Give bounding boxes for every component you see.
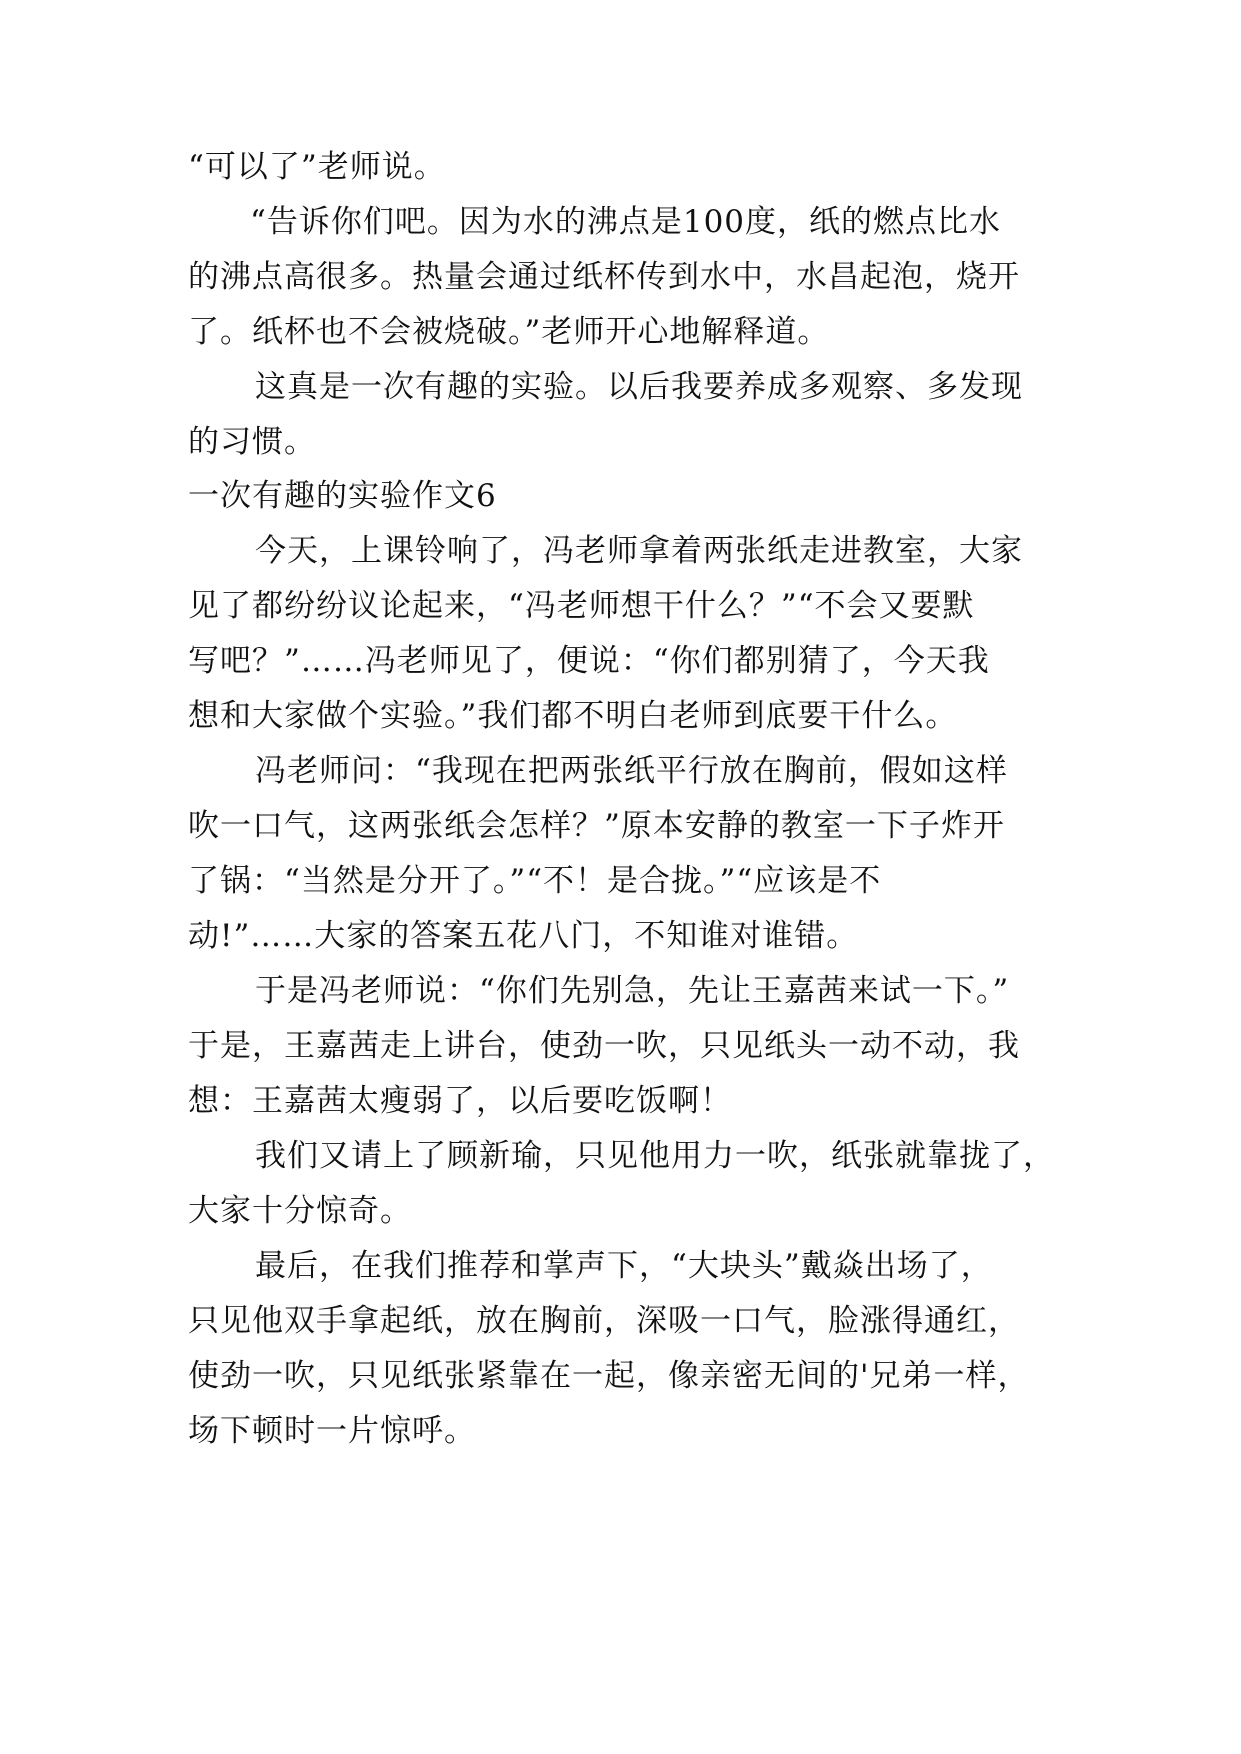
section-heading: 一次有趣的实验作文6 [188,478,497,514]
text-line: 冯老师问：“我现在把两张纸平行放在胸前，假如这样 [255,753,1008,789]
text-line: 这真是一次有趣的实验。以后我要养成多观察、多发现 [255,369,1023,405]
text-line: 的习惯。 [188,424,316,460]
text-line: 的沸点高很多。热量会通过纸杯传到水中，水昌起泡，烧开 [188,259,1020,295]
text-line: 想和大家做个实验。”我们都不明白老师到底要干什么。 [188,698,958,734]
text-line: “告诉你们吧。因为水的沸点是100度，纸的燃点比水 [250,204,1002,240]
text-line: 了锅：“当然是分开了。”“不！是合拢。”“应该是不 [188,863,882,899]
text-line: 大家十分惊奇。 [188,1193,412,1229]
text-line: 于是冯老师说：“你们先别急，先让王嘉茜来试一下。” [255,973,1010,1009]
text-line: 见了都纷纷议论起来，“冯老师想干什么？”“不会又要默 [188,588,975,624]
text-line: 吹一口气，这两张纸会怎样？”原本安静的教室一下子炸开 [188,808,1005,844]
text-line: 使劲一吹，只见纸张紧靠在一起，像亲密无间的'兄弟一样， [188,1358,1030,1394]
text-line: 最后，在我们推荐和掌声下，“大块头”戴焱出场了， [255,1248,993,1284]
text-line: 只见他双手拿起纸，放在胸前，深吸一口气，脸涨得通红， [188,1303,1020,1339]
text-line: 了。纸杯也不会被烧破。”老师开心地解释道。 [188,314,830,350]
text-line: 今天，上课铃响了，冯老师拿着两张纸走进教室，大家 [255,533,1023,569]
text-line: 我们又请上了顾新瑜，只见他用力一吹，纸张就靠拢了， [255,1138,1055,1174]
text-line: 动!”……大家的答案五花八门，不知谁对谁错。 [188,918,859,954]
text-line: “可以了”老师说。 [188,149,446,185]
text-line: 写吧？”……冯老师见了，便说：“你们都别猜了，今天我 [188,643,990,679]
text-line: 想：王嘉茜太瘦弱了，以后要吃饭啊！ [188,1083,732,1119]
text-line: 于是，王嘉茜走上讲台，使劲一吹，只见纸头一动不动，我 [188,1028,1020,1064]
text-line: 场下顿时一片惊呼。 [188,1413,476,1449]
